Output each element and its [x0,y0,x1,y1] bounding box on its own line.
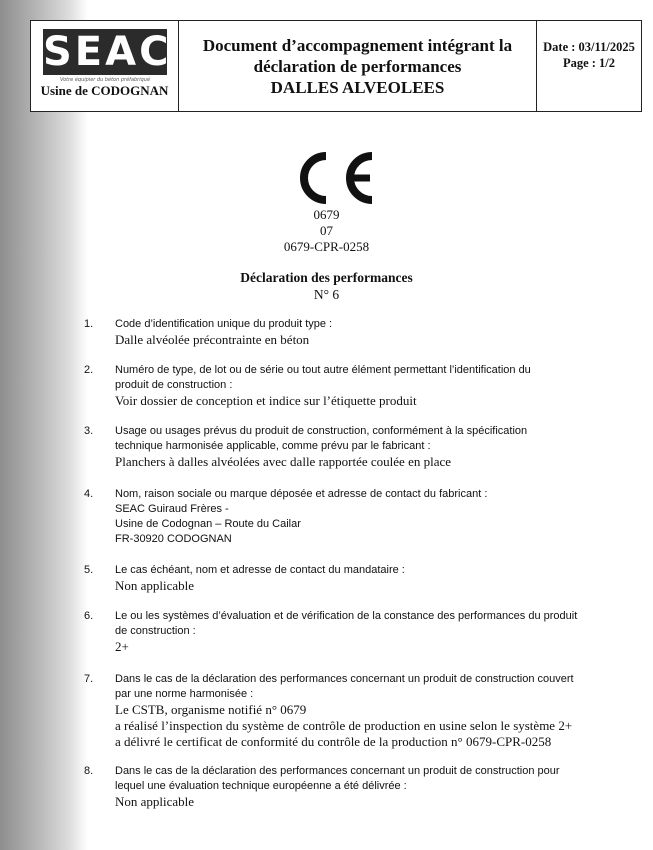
declaration-item-7 [84,672,624,750]
declaration-item-2 [84,363,624,409]
item-question: Nom, raison sociale ou marque déposée et adresse de contact du fabricant : [115,488,488,500]
item-answer: Voir dossier de conception et indice sur l’étiquette produit [115,393,417,408]
item-question: Usage ou usages prévus du produit de construction, conformément à la spécification [115,425,528,437]
notified-body-number: 0679 [313,207,340,222]
item-number: 8. [84,765,94,777]
declaration-item-8 [84,764,624,810]
item-answer: Le CSTB, organisme notifié n° 0679 [115,702,307,717]
item-answer: 2+ [115,639,129,654]
item-number: 4. [84,488,94,500]
ce-marking-references [0,207,653,255]
item-answer: a réalisé l’inspection du système de contrôle de production en usine selon le système 2+ [115,718,573,733]
declaration-item-4 [84,487,624,547]
item-question: Le ou les systèmes d’évaluation et de vérification de la constance des performances du produit [115,610,578,622]
declaration-title: Déclaration des performances [240,270,413,285]
logo-tagline: Votre équipier du béton préfabriqué [59,77,151,83]
declaration-number: N° 6 [313,287,340,302]
item-question: technique harmonisée applicable, comme prévu par le fabricant : [115,440,431,452]
title-line-2: déclaration de performances [253,56,462,76]
document-title [179,21,537,111]
item-number: 7. [84,673,94,685]
page-number: Page : 1/2 [562,56,616,70]
item-number: 2. [84,364,94,376]
manufacturer-address: Usine de Codognan – Route du Cailar [115,518,301,530]
item-number: 5. [84,564,94,576]
item-answer: Planchers à dalles alvéolées avec dalle rapportée coulée en place [115,454,452,469]
seac-logo: SEAC [43,29,172,75]
site-name: Usine de CODOGNAN [40,83,169,98]
manufacturer-city: FR-30920 CODOGNAN [115,533,232,545]
declaration-heading [0,269,653,303]
item-question: Dans le cas de la déclaration des performances concernant un produit de construction couvert [115,673,574,685]
declaration-item-1 [84,317,624,348]
document-meta [537,21,641,111]
item-number: 1. [84,318,94,330]
item-answer: Non applicable [115,794,195,809]
ce-year: 07 [320,223,333,238]
document-date: Date : 03/11/2025 [543,40,635,54]
title-line-1: Document d’accompagnement intégrant la [202,35,513,55]
item-number: 6. [84,610,94,622]
item-question: Le cas échéant, nom et adresse de contact du mandataire : [115,564,405,576]
ce-mark-icon [290,148,380,208]
declaration-item-5 [84,563,624,594]
item-question: par une norme harmonisée : [115,688,254,700]
item-answer: Dalle alvéolée précontrainte en béton [115,332,310,347]
item-question: de construction : [115,625,196,637]
scan-shadow-band [0,0,88,850]
item-question: Numéro de type, de lot ou de série ou tout autre élément permettant l’identification du [115,364,531,376]
item-question: Code d’identification unique du produit type : [115,318,333,330]
item-question: produit de construction : [115,379,233,391]
document-header [30,20,642,112]
item-question: Dans le cas de la déclaration des performances concernant un produit de construction pour [115,765,560,777]
declaration-item-3 [84,424,624,470]
item-number: 3. [84,425,94,437]
company-logo-cell [31,21,179,111]
item-question: lequel une évaluation technique européenne a été délivrée : [115,780,407,792]
declaration-item-6 [84,609,624,655]
certificate-number: 0679-CPR-0258 [283,239,370,254]
item-answer: Non applicable [115,578,195,593]
title-line-3: DALLES ALVEOLEES [270,77,445,97]
item-answer: a délivré le certificat de conformité du contrôle de la production n° 0679-CPR-0258 [115,734,552,749]
manufacturer-name: SEAC Guiraud Frères - [115,503,229,515]
